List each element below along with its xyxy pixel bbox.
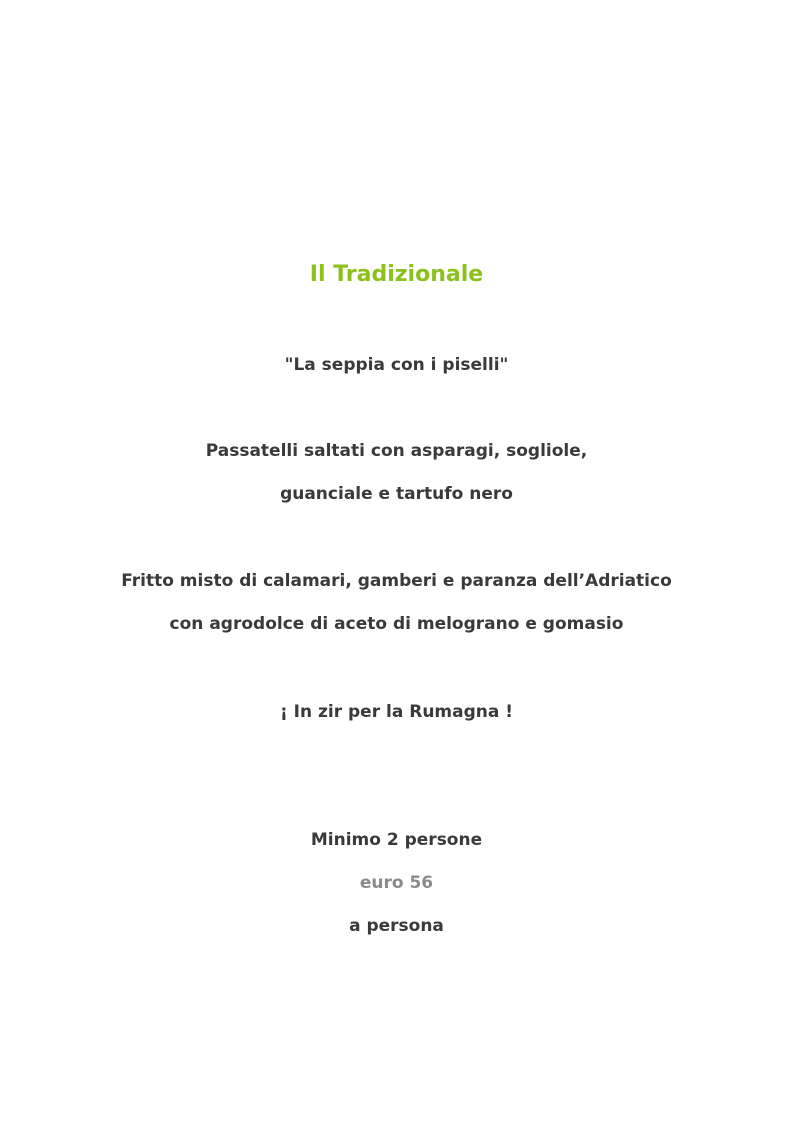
course-3-line-1: Fritto misto di calamari, gamberi e paranza dell’Adriatico [121, 571, 672, 591]
course-2-line-1: Passatelli saltati con asparagi, sogliole, [205, 441, 588, 461]
course-4: ¡ In zir per la Rumagna ! [279, 702, 514, 722]
course-1: "La seppia con i piselli" [284, 355, 509, 375]
price: euro 56 [359, 873, 434, 893]
minimum-persons: Minimo 2 persone [310, 830, 483, 850]
menu-title: Il Tradizionale [309, 262, 484, 287]
course-3-line-2: con agrodolce di aceto di melograno e gomasio [169, 614, 624, 634]
per-person: a persona [349, 916, 444, 936]
course-2-line-2: guanciale e tartufo nero [280, 484, 513, 504]
